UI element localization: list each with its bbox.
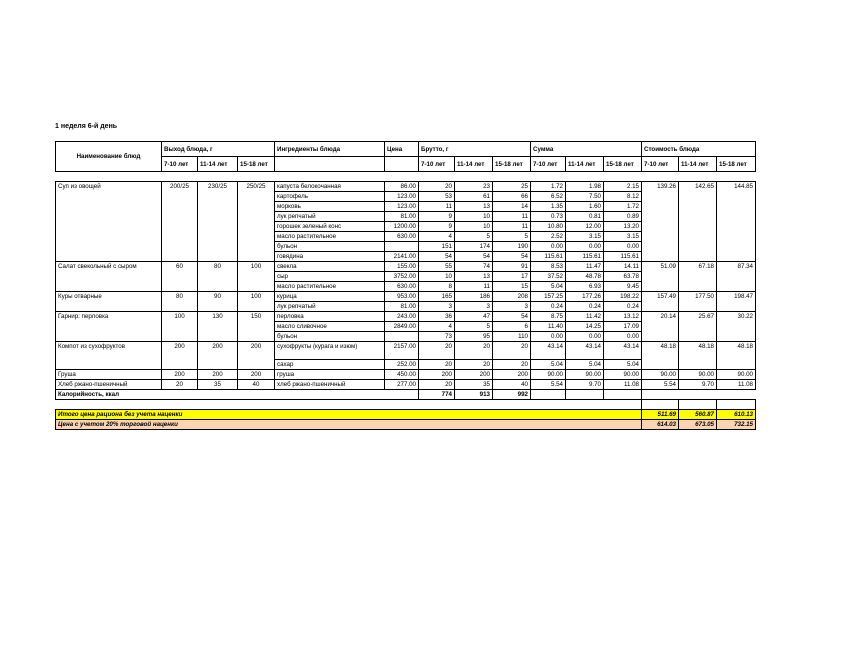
ingredient-brutto: 200	[455, 370, 493, 380]
ingredient-brutto: 3	[455, 302, 493, 312]
ingredient-price: 81.00	[385, 212, 419, 222]
calories-blank	[642, 390, 679, 400]
ingredient-price: 243.00	[385, 312, 419, 322]
blank-cell	[198, 400, 238, 410]
header-blank	[275, 157, 385, 172]
dish-cost: 30.22	[717, 312, 756, 342]
ingredient-row	[56, 312, 756, 322]
ingredient-brutto: 40	[493, 380, 531, 390]
dish-cost: 48.18	[679, 342, 717, 370]
ingredient-sum: 90.00	[531, 370, 566, 380]
spacer-row	[56, 172, 756, 182]
blank-cell	[531, 400, 566, 410]
ingredient-price: 2157.00	[385, 342, 419, 360]
ingredient-brutto: 11	[493, 212, 531, 222]
ingredient-price: 450.00	[385, 370, 419, 380]
dish-yield: 20	[162, 380, 198, 390]
ingredient-row	[56, 380, 756, 390]
ingredient-sum: 14.11	[604, 262, 642, 272]
ingredient-price	[385, 242, 419, 252]
ingredient-brutto: 4	[419, 232, 455, 242]
spacer-cell	[275, 172, 385, 182]
ingredient-brutto: 9	[419, 212, 455, 222]
ingredient-sum: 157.25	[531, 292, 566, 302]
dish-cost: 90.00	[717, 370, 756, 380]
spacer-cell	[455, 172, 493, 182]
ingredient-brutto: 35	[455, 380, 493, 390]
ingredient-brutto: 8	[419, 282, 455, 292]
ingredient-sum: 43.14	[531, 342, 566, 360]
header-age: 11-14 лет	[679, 157, 717, 172]
spacer-cell	[385, 172, 419, 182]
total-label: Итого цена рациона без учета наценки	[56, 410, 642, 420]
ingredient-price: 123.00	[385, 202, 419, 212]
ingredient-sum: 11.42	[566, 312, 604, 322]
dish-yield: 200/25	[162, 182, 198, 262]
spacer-cell	[566, 172, 604, 182]
header-age: 7-10 лет	[419, 157, 455, 172]
ingredient-brutto: 151	[419, 242, 455, 252]
header-cost: Стоимость блюда	[642, 142, 756, 157]
ingredient-name: лук репчатый	[275, 302, 385, 312]
dish-cost: 157.49	[642, 292, 679, 312]
blank-cell	[162, 400, 198, 410]
ingredient-sum: 198.22	[604, 292, 642, 302]
ingredient-brutto: 20	[455, 342, 493, 360]
total-value: 732.15	[717, 420, 756, 430]
header-age: 15-18 лет	[493, 157, 531, 172]
ingredient-brutto: 61	[455, 192, 493, 202]
ingredient-price: 277.00	[385, 380, 419, 390]
ingredient-sum: 115.61	[531, 252, 566, 262]
total-value: 560.87	[679, 410, 717, 420]
ingredient-name: говядина	[275, 252, 385, 262]
dish-cost: 139.26	[642, 182, 679, 262]
ingredient-price: 155.00	[385, 262, 419, 272]
ingredient-brutto: 55	[419, 262, 455, 272]
total-row	[56, 410, 756, 420]
ingredient-brutto: 20	[419, 182, 455, 192]
ingredient-brutto: 15	[493, 282, 531, 292]
dish-yield: 200	[198, 370, 238, 380]
ingredient-sum: 0.00	[566, 332, 604, 342]
ingredient-brutto: 54	[493, 252, 531, 262]
ingredient-brutto: 17	[493, 272, 531, 282]
header-ingredients: Ингредиенты блюда	[275, 142, 385, 157]
spacer-cell	[717, 172, 756, 182]
ingredient-price: 123.00	[385, 192, 419, 202]
spacer-cell	[56, 172, 162, 182]
dish-name: Суп из овощей	[56, 182, 162, 262]
dish-cost: 20.14	[642, 312, 679, 342]
ingredient-brutto: 95	[455, 332, 493, 342]
dish-cost: 144.85	[717, 182, 756, 262]
ingredient-sum: 63.78	[604, 272, 642, 282]
ingredient-brutto: 54	[419, 252, 455, 262]
blank-row	[56, 400, 756, 410]
dish-yield: 200	[198, 342, 238, 370]
ingredient-name: лук репчатый	[275, 212, 385, 222]
ingredient-price	[385, 332, 419, 342]
ingredient-sum: 0.24	[566, 302, 604, 312]
dish-cost: 177.50	[679, 292, 717, 312]
ingredient-name: морковь	[275, 202, 385, 212]
dish-cost: 67.18	[679, 262, 717, 292]
ingredient-brutto: 66	[493, 192, 531, 202]
ingredient-sum: 17.09	[604, 322, 642, 332]
dish-yield: 130	[198, 312, 238, 342]
dish-yield: 200	[162, 342, 198, 370]
dish-yield: 200	[238, 370, 275, 380]
calories-blank	[717, 390, 756, 400]
ingredient-brutto: 10	[455, 212, 493, 222]
ingredient-sum: 43.14	[566, 342, 604, 360]
menu-cost-table	[55, 141, 756, 430]
ingredient-brutto: 47	[455, 312, 493, 322]
ingredient-sum: 8.75	[531, 312, 566, 322]
dish-yield: 35	[198, 380, 238, 390]
page-title: 1 неделя 6-й день	[55, 123, 118, 130]
ingredient-name: свекла	[275, 262, 385, 272]
blank-cell	[275, 400, 385, 410]
ingredient-sum: 14.25	[566, 322, 604, 332]
header-age: 15-18 лет	[717, 157, 756, 172]
blank-cell	[455, 400, 493, 410]
ingredient-name: масло растительное	[275, 282, 385, 292]
ingredient-name: перловка	[275, 312, 385, 322]
ingredient-brutto: 6	[493, 322, 531, 332]
dish-yield: 80	[198, 262, 238, 292]
ingredient-sum: 1.72	[604, 202, 642, 212]
dish-cost: 25.67	[679, 312, 717, 342]
ingredient-sum: 1.72	[531, 182, 566, 192]
blank-cell	[238, 400, 275, 410]
ingredient-name: горошек зеленый конс	[275, 222, 385, 232]
ingredient-sum: 0.24	[604, 302, 642, 312]
ingredient-row	[56, 182, 756, 192]
ingredient-brutto: 20	[493, 360, 531, 370]
dish-name: Груша	[56, 370, 162, 380]
header-age: 11-14 лет	[455, 157, 493, 172]
ingredient-sum: 0.00	[604, 242, 642, 252]
ingredient-sum: 6.93	[566, 282, 604, 292]
ingredient-brutto: 20	[493, 342, 531, 360]
header-price: Цена	[385, 142, 419, 157]
ingredient-sum: 11.08	[604, 380, 642, 390]
ingredient-brutto: 74	[455, 262, 493, 272]
ingredient-brutto: 54	[493, 312, 531, 322]
blank-cell	[385, 400, 419, 410]
total-row	[56, 420, 756, 430]
ingredient-sum: 0.81	[566, 212, 604, 222]
ingredient-sum: 5.04	[531, 360, 566, 370]
header-yield: Выход блюда, г	[162, 142, 275, 157]
dish-cost: 142.65	[679, 182, 717, 262]
ingredient-sum: 6.52	[531, 192, 566, 202]
spacer-cell	[531, 172, 566, 182]
dish-cost: 198.47	[717, 292, 756, 312]
ingredient-name: капуста белокочанная	[275, 182, 385, 192]
ingredient-sum: 13.20	[604, 222, 642, 232]
dish-yield: 150	[238, 312, 275, 342]
ingredient-brutto: 3	[493, 302, 531, 312]
ingredient-name: бульон	[275, 332, 385, 342]
header-age: 15-18 лет	[604, 157, 642, 172]
ingredient-name: сыр	[275, 272, 385, 282]
total-value: 610.13	[717, 410, 756, 420]
ingredient-brutto: 53	[419, 192, 455, 202]
ingredient-brutto: 14	[493, 202, 531, 212]
dish-cost: 5.54	[642, 380, 679, 390]
ingredient-price: 2141.00	[385, 252, 419, 262]
dish-yield: 230/25	[198, 182, 238, 262]
ingredient-sum: 11.47	[566, 262, 604, 272]
ingredient-price: 2849.00	[385, 322, 419, 332]
calories-label: Калорийность, ккал	[56, 390, 419, 400]
dish-yield: 60	[162, 262, 198, 292]
ingredient-price: 1200.00	[385, 222, 419, 232]
dish-cost: 9.70	[679, 380, 717, 390]
ingredient-sum: 48.78	[566, 272, 604, 282]
ingredient-sum: 0.24	[531, 302, 566, 312]
blank-cell	[56, 400, 162, 410]
ingredient-brutto: 208	[493, 292, 531, 302]
dish-yield: 200	[162, 370, 198, 380]
ingredient-brutto: 11	[419, 202, 455, 212]
calories-value: 774	[419, 390, 455, 400]
ingredient-sum: 12.00	[566, 222, 604, 232]
total-value: 614.03	[642, 420, 679, 430]
ingredient-sum: 177.26	[566, 292, 604, 302]
ingredient-sum: 115.61	[566, 252, 604, 262]
ingredient-sum: 0.00	[566, 242, 604, 252]
ingredient-brutto: 36	[419, 312, 455, 322]
ingredient-price: 953.00	[385, 292, 419, 302]
header-age: 7-10 лет	[531, 157, 566, 172]
total-value: 511.69	[642, 410, 679, 420]
blank-cell	[717, 400, 756, 410]
ingredient-price: 3752.00	[385, 272, 419, 282]
dish-yield: 100	[162, 312, 198, 342]
calories-blank	[604, 390, 642, 400]
ingredient-brutto: 4	[419, 322, 455, 332]
ingredient-brutto: 110	[493, 332, 531, 342]
blank-cell	[566, 400, 604, 410]
ingredient-brutto: 200	[419, 370, 455, 380]
header-age: 7-10 лет	[162, 157, 198, 172]
header-sum: Сумма	[531, 142, 642, 157]
ingredient-sum: 9.45	[604, 282, 642, 292]
ingredient-brutto: 190	[493, 242, 531, 252]
ingredient-brutto: 10	[455, 222, 493, 232]
ingredient-sum: 0.00	[604, 332, 642, 342]
header-age: 11-14 лет	[566, 157, 604, 172]
ingredient-name: груша	[275, 370, 385, 380]
dish-yield: 100	[238, 292, 275, 312]
ingredient-name: сахар	[275, 360, 385, 370]
spacer-cell	[162, 172, 198, 182]
blank-cell	[604, 400, 642, 410]
dish-cost: 90.00	[679, 370, 717, 380]
ingredient-sum: 37.52	[531, 272, 566, 282]
ingredient-sum: 0.00	[531, 332, 566, 342]
ingredient-name: масло сливочное	[275, 322, 385, 332]
ingredient-sum: 115.61	[604, 252, 642, 262]
ingredient-brutto: 23	[455, 182, 493, 192]
ingredient-sum: 90.00	[566, 370, 604, 380]
ingredient-brutto: 11	[493, 222, 531, 232]
header-dish: Наименование блюд	[56, 142, 162, 172]
ingredient-name: картофель	[275, 192, 385, 202]
header-blank	[385, 157, 419, 172]
ingredient-price: 81.00	[385, 302, 419, 312]
dish-yield: 80	[162, 292, 198, 312]
spacer-cell	[642, 172, 679, 182]
ingredient-brutto: 73	[419, 332, 455, 342]
dish-name: Хлеб ржано-пшеничный	[56, 380, 162, 390]
ingredient-sum: 0.89	[604, 212, 642, 222]
ingredient-sum: 8.53	[531, 262, 566, 272]
spacer-cell	[198, 172, 238, 182]
spacer-cell	[679, 172, 717, 182]
dish-cost: 51.09	[642, 262, 679, 292]
ingredient-brutto: 174	[455, 242, 493, 252]
ingredient-sum: 9.70	[566, 380, 604, 390]
ingredient-row	[56, 342, 756, 360]
calories-row	[56, 390, 756, 400]
ingredient-brutto: 91	[493, 262, 531, 272]
dish-yield: 40	[238, 380, 275, 390]
ingredient-row	[56, 262, 756, 272]
ingredient-sum: 3.15	[566, 232, 604, 242]
ingredient-name: курица	[275, 292, 385, 302]
ingredient-sum: 5.04	[604, 360, 642, 370]
ingredient-sum: 2.15	[604, 182, 642, 192]
ingredient-brutto: 54	[455, 252, 493, 262]
header-age: 7-10 лет	[642, 157, 679, 172]
dish-cost: 87.34	[717, 262, 756, 292]
ingredient-sum: 5.04	[566, 360, 604, 370]
total-label: Цена с учетом 20% торговой наценки	[56, 420, 642, 430]
header-row	[56, 142, 756, 157]
ingredient-brutto: 13	[455, 272, 493, 282]
ingredient-name: хлеб ржано-пшеничный	[275, 380, 385, 390]
total-value: 673.05	[679, 420, 717, 430]
ingredient-brutto: 20	[419, 342, 455, 360]
ingredient-price: 630.00	[385, 282, 419, 292]
ingredient-brutto: 25	[493, 182, 531, 192]
dish-name: Куры отварные	[56, 292, 162, 312]
ingredient-brutto: 186	[455, 292, 493, 302]
dish-cost: 48.18	[642, 342, 679, 370]
header-brutto: Брутто, г	[419, 142, 531, 157]
ingredient-brutto: 20	[419, 360, 455, 370]
ingredient-sum: 5.54	[531, 380, 566, 390]
ingredient-brutto: 5	[455, 232, 493, 242]
dish-name: Гарнир: перловка	[56, 312, 162, 342]
blank-cell	[679, 400, 717, 410]
spacer-cell	[604, 172, 642, 182]
dish-cost: 48.18	[717, 342, 756, 370]
dish-name: Салат свекольный с сыром	[56, 262, 162, 292]
ingredient-sum: 7.50	[566, 192, 604, 202]
ingredient-row	[56, 292, 756, 302]
ingredient-sum: 90.00	[604, 370, 642, 380]
ingredient-brutto: 10	[419, 272, 455, 282]
blank-cell	[642, 400, 679, 410]
dish-yield: 90	[198, 292, 238, 312]
ingredient-name: масло растительное	[275, 232, 385, 242]
dish-yield: 250/25	[238, 182, 275, 262]
spacer-cell	[419, 172, 455, 182]
ingredient-brutto: 200	[493, 370, 531, 380]
ingredient-brutto: 165	[419, 292, 455, 302]
calories-blank	[566, 390, 604, 400]
ingredient-sum: 0.73	[531, 212, 566, 222]
ingredient-price: 630.00	[385, 232, 419, 242]
dish-yield: 200	[238, 342, 275, 370]
header-age: 11-14 лет	[198, 157, 238, 172]
calories-blank	[679, 390, 717, 400]
ingredient-sum: 3.15	[604, 232, 642, 242]
calories-value: 913	[455, 390, 493, 400]
ingredient-sum: 10.80	[531, 222, 566, 232]
ingredient-sum: 43.14	[604, 342, 642, 360]
blank-cell	[419, 400, 455, 410]
calories-blank	[531, 390, 566, 400]
dish-yield: 100	[238, 262, 275, 292]
spacer-cell	[238, 172, 275, 182]
ingredient-sum: 1.35	[531, 202, 566, 212]
calories-value: 992	[493, 390, 531, 400]
ingredient-brutto: 5	[455, 322, 493, 332]
ingredient-sum: 5.04	[531, 282, 566, 292]
ingredient-brutto: 9	[419, 222, 455, 232]
blank-cell	[493, 400, 531, 410]
ingredient-brutto: 20	[455, 360, 493, 370]
ingredient-sum: 1.60	[566, 202, 604, 212]
dish-cost: 11.08	[717, 380, 756, 390]
ingredient-sum: 8.12	[604, 192, 642, 202]
ingredient-sum: 1.98	[566, 182, 604, 192]
ingredient-price: 86.00	[385, 182, 419, 192]
dish-cost: 90.00	[642, 370, 679, 380]
ingredient-name: сухофрукты (курага и изюм)	[275, 342, 385, 360]
ingredient-name: бульон	[275, 242, 385, 252]
spacer-cell	[493, 172, 531, 182]
ingredient-price: 252.00	[385, 360, 419, 370]
header-age: 15-18 лет	[238, 157, 275, 172]
ingredient-brutto: 5	[493, 232, 531, 242]
ingredient-sum: 13.12	[604, 312, 642, 322]
ingredient-sum: 11.40	[531, 322, 566, 332]
ingredient-sum: 0.00	[531, 242, 566, 252]
ingredient-brutto: 3	[419, 302, 455, 312]
ingredient-brutto: 20	[419, 380, 455, 390]
dish-name: Компот из сухофруктов	[56, 342, 162, 370]
ingredient-brutto: 11	[455, 282, 493, 292]
ingredient-row	[56, 370, 756, 380]
ingredient-brutto: 13	[455, 202, 493, 212]
ingredient-sum: 2.52	[531, 232, 566, 242]
